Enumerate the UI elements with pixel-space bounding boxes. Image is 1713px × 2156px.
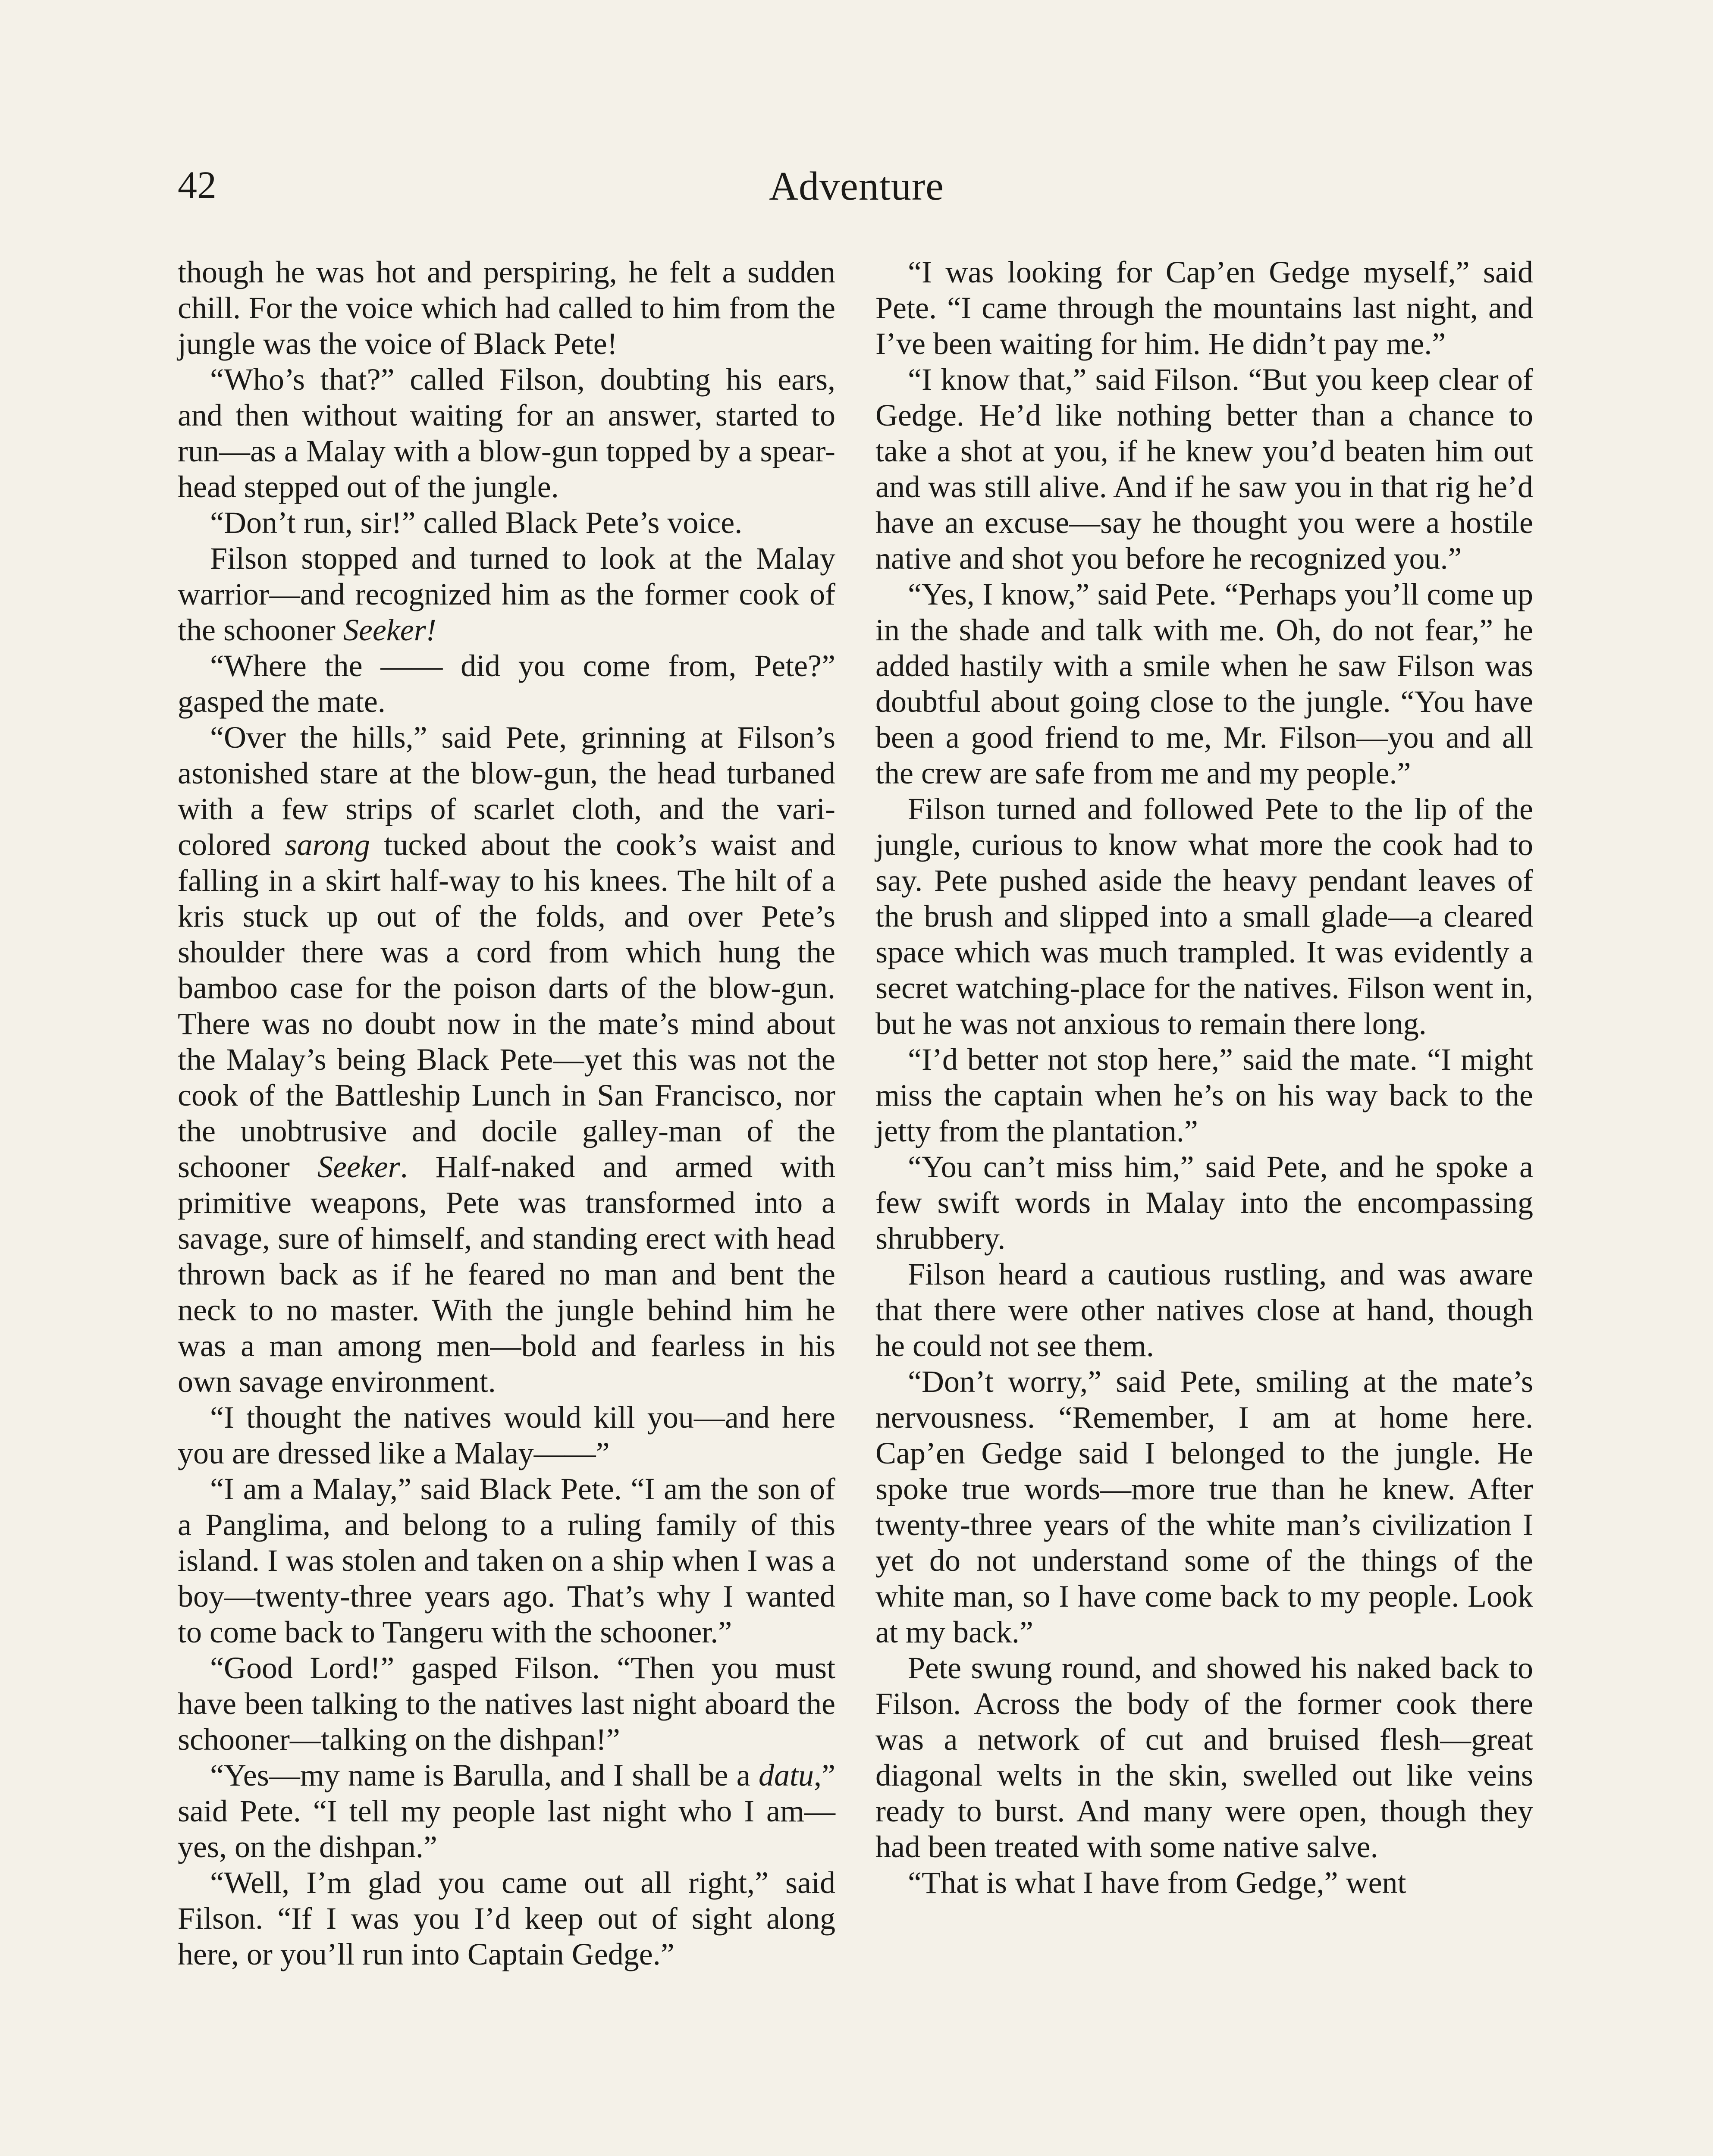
ship-name: Seeker — [317, 1150, 400, 1184]
italic-term: sarong — [285, 827, 370, 862]
paragraph: Filson turned and followed Pete to the lip of the jungle, curious to know what more the cook had to say. Pete pushed aside the heavy pendant leaves of the brush and slipped into a small glade—a cleared space which was much trampled. It was evidently a secret watching-place for the natives. Filson went in, but he was not anxious to remain there long. — [875, 792, 1533, 1041]
text-run: ,” said Pete. “I tell my people last night who I am—yes, on the dishpan.” — [178, 1758, 835, 1864]
paragraph: “I’d better not stop here,” said the mate. “I might miss the captain when he’s on his way back to the jetty from the plantation.” — [875, 1042, 1533, 1148]
ship-name: Seeker! — [343, 613, 436, 647]
paragraph: “Don’t run, sir!” called Black Pete’s voice. — [210, 505, 743, 540]
right-column — [875, 254, 1533, 1901]
running-title: Adventure — [769, 164, 944, 209]
left-column — [178, 254, 835, 1972]
paragraph: “That is what I have from Gedge,” went — [908, 1865, 1406, 1900]
paragraph: Pete swung round, and showed his naked back to Filson. Across the body of the former cook there was a network of cut and bruised flesh—great diagonal welts in the skin, swelled out like veins ready to burst. And many were open, though they had been treated with some native salve. — [875, 1651, 1533, 1864]
paragraph — [178, 541, 835, 648]
paragraph: “You can’t miss him,” said Pete, and he spoke a few swift words in Malay into the encompassing shrubbery. — [875, 1150, 1533, 1256]
paragraph: “Who’s that?” called Filson, doubting his ears, and then without waiting for an answer, started to run—as a Malay with a blow-gun topped by a spear-head stepped out of the jungle. — [178, 362, 835, 504]
text-run: . Half-naked and armed with primitive weapons, Pete was transformed into a savage, sure of himself, and standing erect with head thrown back as if he feared no man and bent the neck to no master. With the jungle behind him he was a man among men—bold and fearless in his own savage environment. — [178, 1150, 835, 1399]
paragraph: “I thought the natives would kill you—and here you are dressed like a Malay——” — [178, 1400, 835, 1470]
paragraph: “Good Lord!” gasped Filson. “Then you must have been talking to the natives last night aboard the schooner—talking on the dishpan!” — [178, 1651, 835, 1757]
italic-term: datu — [759, 1758, 814, 1792]
paragraph: “I know that,” said Filson. “But you keep clear of Gedge. He’d like nothing better than a chance to take a shot at you, if he knew you’d beaten him out and was still alive. And if he saw you in that rig he’d have an excuse—say he thought you were a hostile native and shot you before he recognized you.” — [875, 362, 1533, 576]
paragraph: “I was looking for Cap’en Gedge myself,” said Pete. “I came through the mountains last night, and I’ve been waiting for him. He didn’t pay me.” — [875, 255, 1533, 361]
paragraph: “Yes, I know,” said Pete. “Perhaps you’ll come up in the shade and talk with me. Oh, do not fear,” he added hastily with a smile when he saw Filson was doubtful about going close to the jungle. “You have been a good friend to me, Mr. Filson—you and all the crew are safe from me and my people.” — [875, 577, 1533, 790]
page-number: 42 — [178, 164, 216, 207]
paragraph: “Well, I’m glad you came out all right,” said Filson. “If I was you I’d keep out of sight along here, or you’ll run into Captain Gedge.” — [178, 1865, 835, 1971]
text-run: “Over the hills,” said Pete, grinning at Filson’s astonished stare at the blow-gun, the head turbaned with a few strips of scarlet cloth, and the vari-colored — [178, 720, 835, 862]
paragraph: “Where the —— did you come from, Pete?” gasped the mate. — [178, 649, 835, 719]
text-run: tucked about the cook’s waist and falling in a skirt half-way to his knees. The hilt of a kris stuck up out of the folds, and over Pete’s shoulder there was a cord from which hung the bamboo case for the poison darts of the blow-gun. There was no doubt now in the mate’s mind about the Malay’s being Black Pete—yet this was not the cook of the Battleship Lunch in San Francisco, nor the unobtrusive and docile galley-man of the schooner — [178, 827, 835, 1184]
paragraph — [178, 1758, 835, 1865]
text-run: Filson stopped and turned to look at the Malay warrior—and recognized him as the former cook of the schooner — [178, 541, 835, 647]
paragraph: though he was hot and perspiring, he felt a sudden chill. For the voice which had called to him from the jungle was the voice of Black Pete! — [178, 255, 835, 361]
paragraph: Filson heard a cautious rustling, and was aware that there were other natives close at hand, though he could not see them. — [875, 1257, 1533, 1363]
text-run: “Yes—my name is Barulla, and I shall be a — [210, 1758, 759, 1792]
paragraph: “Don’t worry,” said Pete, smiling at the mate’s nervousness. “Remember, I am at home here. Cap’en Gedge said I belonged to the jungle. He spoke true words—more true than he knew. After twenty-three years of the white man’s civilization I yet do not understand some of the things of the white man, so I have come back to my people. Look at my back.” — [875, 1364, 1533, 1649]
paragraph — [178, 720, 835, 1400]
paragraph: “I am a Malay,” said Black Pete. “I am the son of a Panglima, and belong to a ruling family of this island. I was stolen and taken on a ship when I was a boy—twenty-three years ago. That’s why I wanted to come back to Tangeru with the schooner.” — [178, 1472, 835, 1649]
